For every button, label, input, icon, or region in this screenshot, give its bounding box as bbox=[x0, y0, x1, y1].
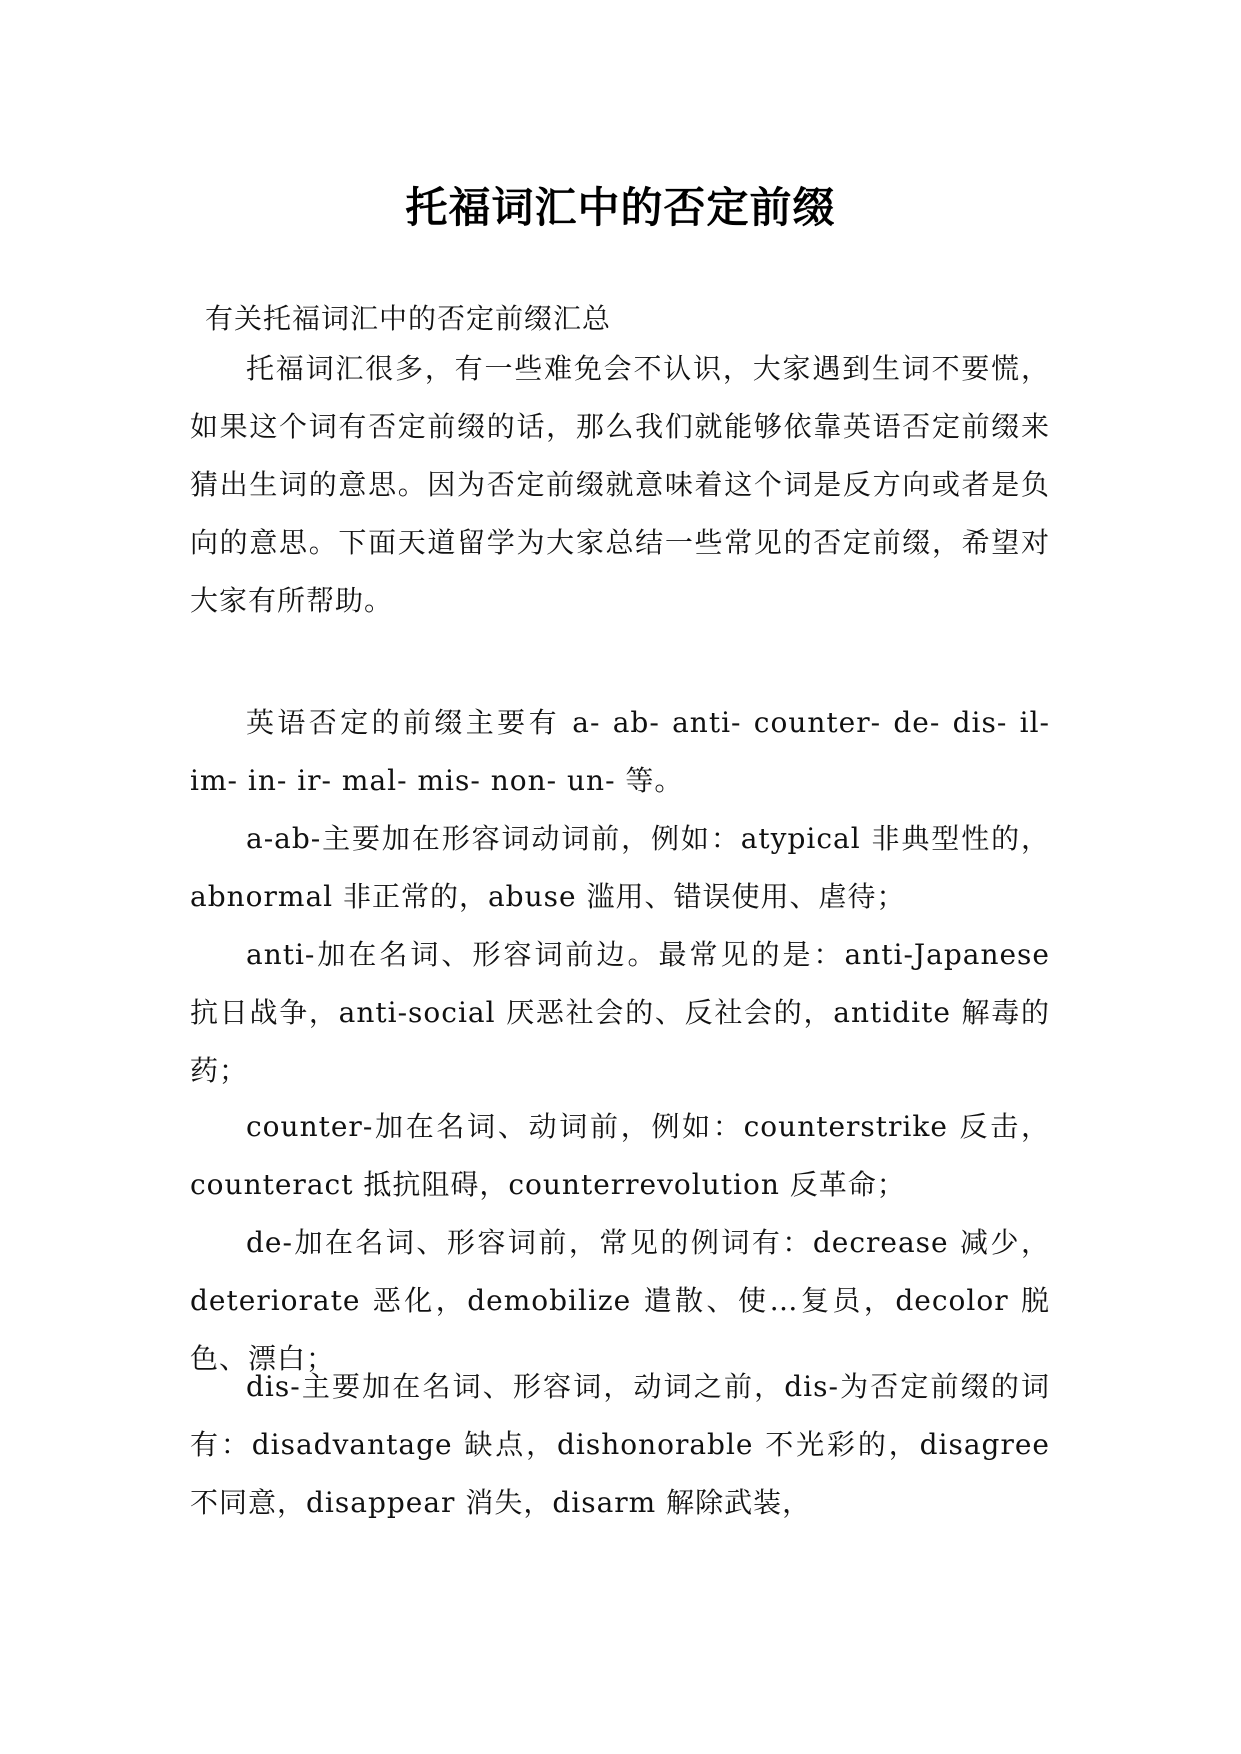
document-title: 托福词汇中的否定前缀 bbox=[405, 183, 836, 233]
de-paragraph: de-加在名词、形容词前，常见的例词有：decrease 减少，deteriorate 恶化，demobilize 遣散、使…复员，decolor 脱色、漂白； bbox=[190, 1226, 1050, 1375]
anti-paragraph: anti-加在名词、形容词前边。最常见的是：anti-Japanese 抗日战争，anti-social 厌恶社会的、反社会的，antidite 解毒的药； bbox=[190, 938, 1050, 1087]
document-subtitle: 有关托福词汇中的否定前缀汇总 bbox=[205, 302, 612, 335]
counter-paragraph: counter-加在名词、动词前，例如：counterstrike 反击，counteract 抵抗阻碍，counterrevolution 反革命； bbox=[190, 1110, 1050, 1201]
a-ab-paragraph: a-ab-主要加在形容词动词前，例如：atypical 非典型性的，abnormal 非正常的，abuse 滥用、错误使用、虐待； bbox=[190, 822, 1050, 913]
dis-paragraph: dis-主要加在名词、形容词，动词之前，dis-为否定前缀的词有：disadvantage 缺点，dishonorable 不光彩的，disagree 不同意，disappear 消失，disarm 解除武装， bbox=[190, 1370, 1050, 1519]
intro-paragraph: 托福词汇很多，有一些难免会不认识，大家遇到生词不要慌，如果这个词有否定前缀的话，那么我们就能够依靠英语否定前缀来猜出生词的意思。因为否定前缀就意味着这个词是反方向或者是负向的意思。下面天道留学为大家总结一些常见的否定前缀，希望对大家有所帮助。 bbox=[190, 352, 1050, 617]
prefix-list-paragraph: 英语否定的前缀主要有 a- ab- anti- counter- de- dis- il- im- in- ir- mal- mis- non- un- 等。 bbox=[190, 706, 1050, 797]
